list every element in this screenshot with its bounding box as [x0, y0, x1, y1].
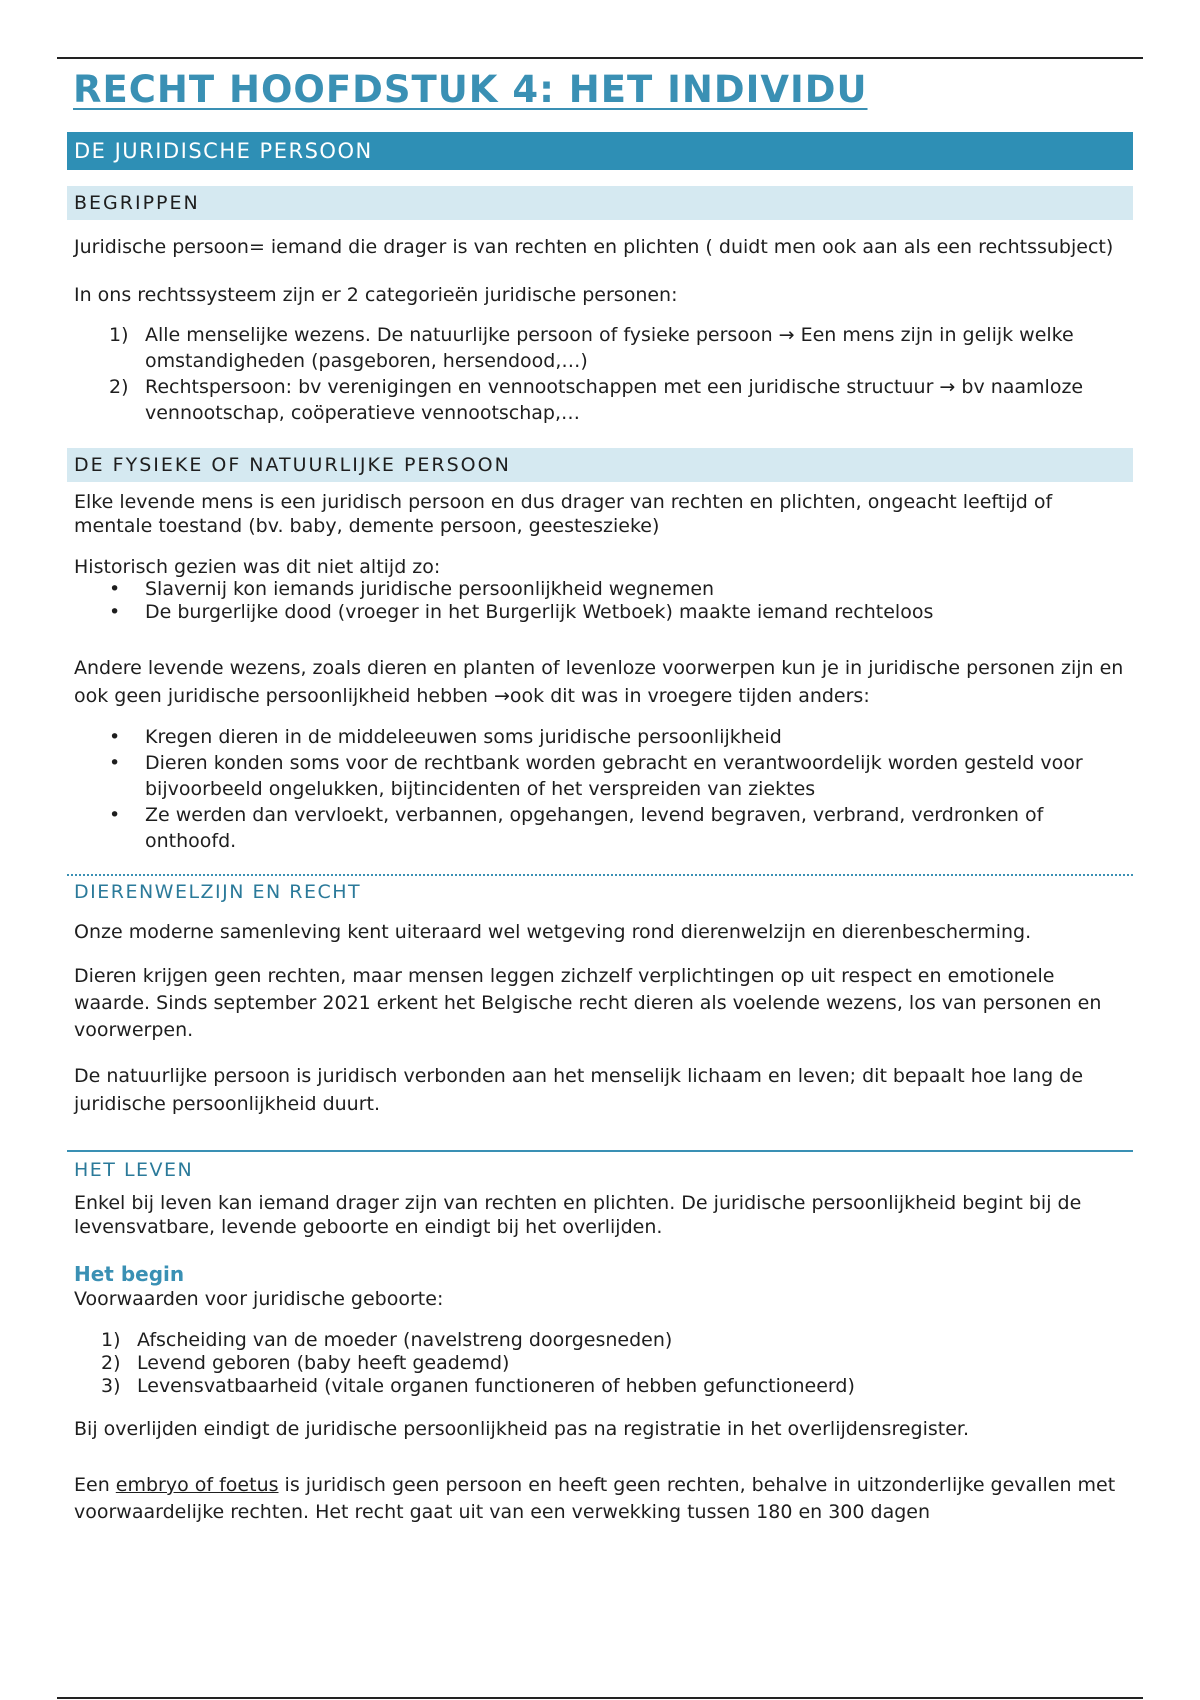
list-item: • Kregen dieren in de middeleeuwen soms juridische persoonlijkheid: [67, 724, 1133, 750]
numbered-list: [67, 1329, 1133, 1398]
list-item: 2) Levend geboren (baby heeft geademd): [101, 1352, 510, 1374]
paragraph: Historisch gezien was dit niet altijd zo:: [74, 556, 441, 578]
bottom-rule: [57, 1697, 1143, 1699]
list-item: • Slavernij kon iemands juridische persoonlijkheid wegnemen: [67, 578, 1133, 601]
section-heading-juridische-persoon: DE JURIDISCHE PERSOON: [67, 132, 1133, 170]
list-item: 3) Levensvatbaarheid (vitale organen functioneren of hebben gefunctioneerd): [101, 1375, 855, 1397]
subheading-het-leven: HET LEVEN: [67, 1150, 1133, 1183]
paragraph: De natuurlijke persoon is juridisch verbonden aan het menselijk lichaam en leven; dit bepaalt hoe lang de juridische persoonlijkheid duurt.: [74, 1065, 1084, 1115]
bullet-list: [67, 578, 1133, 624]
paragraph: Onze moderne samenleving kent uiteraard wel wetgeving rond dierenwelzijn en dierenbescherming.: [74, 921, 1032, 943]
paragraph: Een embryo of foetus is juridisch geen persoon en heeft geen rechten, behalve in uitzonderlijke gevallen met voorwaardelijke rechten. Het recht gaat uit van een verwekking tussen 180 en 300 dagen: [74, 1474, 1116, 1523]
document-title: RECHT HOOFDSTUK 4: HET INDIVIDU: [73, 68, 868, 111]
top-rule: [57, 57, 1143, 59]
paragraph: Voorwaarden voor juridische geboorte:: [74, 1288, 444, 1310]
paragraph: Enkel bij leven kan iemand drager zijn van rechten en plichten. De juridische persoonlijkheid begint bij de levensvatbare, levende geboorte en eindigt bij het overlijden.: [74, 1192, 1082, 1238]
paragraph: In ons rechtssysteem zijn er 2 categorieën juridische personen:: [74, 284, 678, 306]
paragraph: Elke levende mens is een juridisch persoon en dus drager van rechten en plichten, ongeacht leeftijd of mentale toestand (bv. baby, demente persoon, geesteszieke): [74, 491, 1053, 537]
bullet-list: [67, 724, 1133, 854]
paragraph: Dieren krijgen geen rechten, maar mensen leggen zichzelf verplichtingen op uit respect en emotionele waarde. Sinds september 2021 erkent het Belgische recht dieren als voelende wezens, los van personen en voorwerpen.: [74, 965, 1102, 1041]
list-item: • Ze werden dan vervloekt, verbannen, opgehangen, levend begraven, verbrand, verdronken of onthoofd.: [67, 802, 1133, 854]
subheading-fysieke-persoon: DE FYSIEKE OF NATUURLIJKE PERSOON: [67, 448, 1133, 482]
list-item: 2) Rechtspersoon: bv verenigingen en vennootschappen met een juridische structuur → bv naamloze vennootschap, coöperatieve vennootschap,…: [109, 376, 1084, 424]
subheading-begrippen: BEGRIPPEN: [67, 186, 1133, 220]
list-item: • De burgerlijke dood (vroeger in het Burgerlijk Wetboek) maakte iemand rechteloos: [67, 601, 1133, 624]
document-page: [67, 68, 1133, 1526]
subheading-dierenwelzijn: DIERENWELZIJN EN RECHT: [67, 874, 1133, 905]
list-item: 1) Afscheiding van de moeder (navelstreng doorgesneden): [101, 1329, 673, 1351]
list-item: • Dieren konden soms voor de rechtbank worden gebracht en verantwoordelijk worden gesteld voor bijvoorbeeld ongelukken, bijtincidenten of het verspreiden van ziektes: [67, 750, 1133, 802]
subheading-het-begin: Het begin: [74, 1262, 185, 1286]
numbered-list: [67, 322, 1133, 426]
list-item: 1) Alle menselijke wezens. De natuurlijke persoon of fysieke persoon → Een mens zijn in gelijk welke omstandigheden (pasgeboren, hersendood,…): [109, 324, 1074, 372]
paragraph: Bij overlijden eindigt de juridische persoonlijkheid pas na registratie in het overlijdensregister.: [74, 1418, 970, 1440]
paragraph: Juridische persoon= iemand die drager is van rechten en plichten ( duidt men ook aan als een rechtssubject): [74, 236, 1114, 258]
paragraph: Andere levende wezens, zoals dieren en planten of levenloze voorwerpen kun je in juridische personen zijn en ook geen juridische persoonlijkheid hebben →ook dit was in vroegere tijden anders:: [74, 657, 1124, 707]
underlined-term: embryo of foetus: [115, 1474, 279, 1496]
